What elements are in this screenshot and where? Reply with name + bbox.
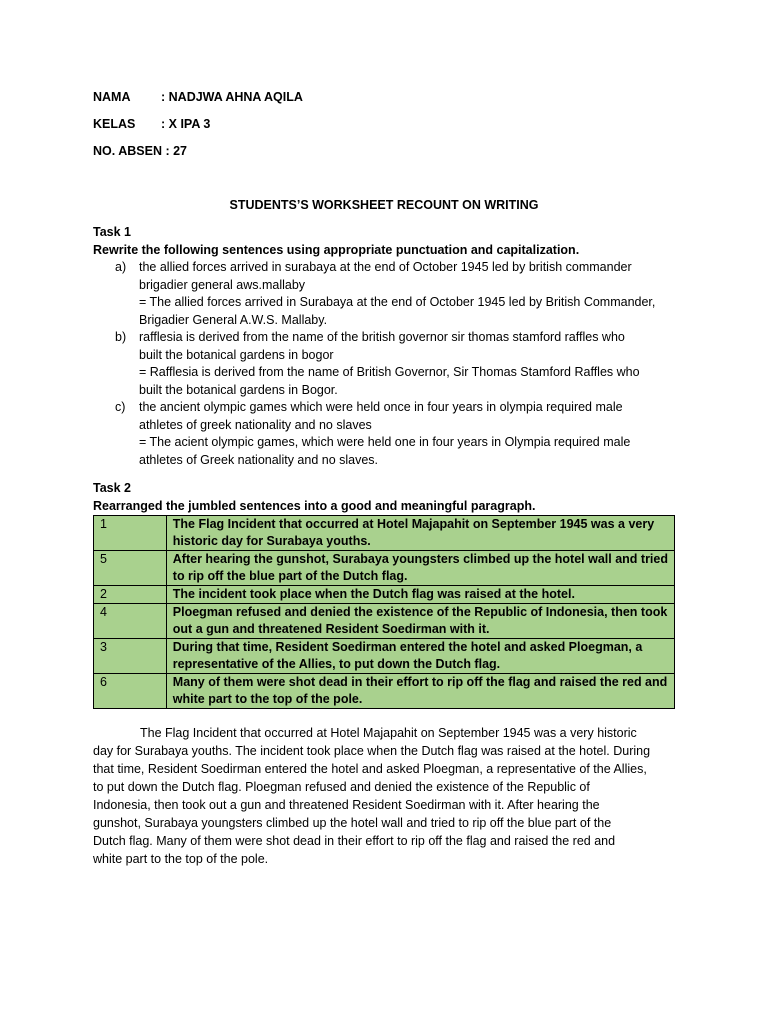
- task-1-item-a: [93, 259, 683, 329]
- row-order-number: 3: [94, 639, 167, 674]
- row-order-number: 6: [94, 674, 167, 709]
- row-sentence: [166, 551, 674, 586]
- task-2-instruction: Rearranged the jumbled sentences into a good and meaningful paragraph.: [93, 498, 536, 513]
- item-marker: b): [115, 330, 127, 344]
- item-answer-line: = Rafflesia is derived from the name of British Governor, Sir Thomas Stamford Raffles who: [139, 365, 640, 379]
- item-answer-line: = The allied forces arrived in Surabaya at the end of October 1945 led by British Commander,: [139, 295, 656, 309]
- item-original-line: brigadier general aws.mallaby: [139, 277, 306, 292]
- name-line: [93, 88, 303, 106]
- task-1-section: [93, 224, 683, 469]
- paragraph-line: The Flag Incident that occurred at Hotel Majapahit on September 1945 was a very historic: [140, 726, 637, 740]
- item-marker: c): [115, 400, 126, 414]
- item-answer-line: built the botanical gardens in Bogor.: [139, 382, 338, 397]
- row-order-number: 2: [94, 586, 167, 604]
- row-sentence: [166, 604, 674, 639]
- item-original-line: the allied forces arrived in surabaya at the end of October 1945 led by british commander: [139, 260, 632, 274]
- class-value: : X IPA 3: [161, 117, 211, 131]
- item-body: [139, 259, 683, 329]
- row-order-number: 4: [94, 604, 167, 639]
- item-answer-line: = The acient olympic games, which were held one in four years in Olympia required male: [139, 435, 631, 449]
- sentence-line: to rip off the blue part of the Dutch flag.: [172, 569, 408, 583]
- row-order-number: 5: [94, 551, 167, 586]
- sentence-line: During that time, Resident Soedirman entered the hotel and asked Ploegman, a: [172, 640, 643, 654]
- arranged-paragraph: [93, 724, 683, 868]
- sentence-line: The Flag Incident that occurred at Hotel Majapahit on September 1945 was a very: [172, 517, 655, 531]
- item-body: [139, 329, 683, 399]
- paragraph-line: day for Surabaya youths. The incident took place when the Dutch flag was raised at the hotel. During: [93, 744, 651, 758]
- absen-label: NO. ABSEN: [93, 144, 162, 158]
- paragraph-line: that time, Resident Soedirman entered the hotel and asked Ploegman, a representative of the Allies,: [93, 762, 647, 776]
- item-original-line: the ancient olympic games which were held once in four years in olympia required male: [139, 400, 623, 414]
- name-value: : NADJWA AHNA AQILA: [161, 90, 303, 104]
- row-sentence: [166, 586, 674, 604]
- task-1-heading: Task 1: [93, 225, 131, 239]
- paragraph-line: to put down the Dutch flag. Ploegman refused and denied the existence of the Republic of: [93, 780, 590, 794]
- absen-line: [93, 142, 303, 160]
- task-1-instruction: Rewrite the following sentences using appropriate punctuation and capitalization.: [93, 242, 580, 257]
- item-original-line: athletes of greek nationality and no slaves: [139, 417, 372, 432]
- sentence-line: The incident took place when the Dutch flag was raised at the hotel.: [172, 587, 575, 601]
- paragraph-line: gunshot, Surabaya youngsters climbed up the hotel wall and tried to rip off the blue part of the: [93, 816, 612, 830]
- sentence-line: out a gun and threatened Resident Soedirman with it.: [172, 622, 490, 636]
- absen-value: : 27: [162, 144, 188, 158]
- name-label: NAMA: [93, 90, 131, 104]
- row-sentence: [166, 674, 674, 709]
- item-answer-line: athletes of Greek nationality and no slaves.: [139, 452, 379, 467]
- item-original-line: built the botanical gardens in bogor: [139, 347, 334, 362]
- task-2-section: [93, 480, 683, 515]
- row-order-number: 1: [94, 516, 167, 551]
- paragraph-line: Indonesia, then took out a gun and threatened Resident Soedirman with it. After hearing the: [93, 798, 600, 812]
- sentence-line: Many of them were shot dead in their effort to rip off the flag and raised the red and: [172, 675, 668, 689]
- table-row: [94, 604, 675, 639]
- sentence-line: Ploegman refused and denied the existence of the Republic of Indonesia, then took: [172, 605, 668, 619]
- sentence-line: white part to the top of the pole.: [172, 692, 363, 706]
- class-line: [93, 115, 303, 133]
- sentence-line: representative of the Allies, to put down the Dutch flag.: [172, 657, 501, 671]
- task-1-item-b: [93, 329, 683, 399]
- row-sentence: [166, 516, 674, 551]
- task-2-heading: Task 2: [93, 481, 131, 495]
- item-body: [139, 399, 683, 469]
- paragraph-line: Dutch flag. Many of them were shot dead in their effort to rip off the flag and raised the red and: [93, 834, 616, 848]
- table-row: [94, 516, 675, 551]
- table-row: [94, 586, 675, 604]
- sentence-line: After hearing the gunshot, Surabaya youngsters climbed up the hotel wall and tried: [172, 552, 668, 566]
- class-label: KELAS: [93, 117, 136, 131]
- table-row: [94, 551, 675, 586]
- task-1-item-c: [93, 399, 683, 469]
- table-row: [94, 639, 675, 674]
- item-original-line: rafflesia is derived from the name of the british governor sir thomas stamford raffles who: [139, 330, 625, 344]
- item-answer-line: Brigadier General A.W.S. Mallaby.: [139, 312, 328, 327]
- jumbled-sentences-table: [93, 515, 675, 709]
- table-row: [94, 674, 675, 709]
- student-info: [93, 88, 303, 169]
- sentence-line: historic day for Surabaya youths.: [172, 534, 371, 548]
- paragraph-line: white part to the top of the pole.: [93, 852, 269, 866]
- row-sentence: [166, 639, 674, 674]
- item-marker: a): [115, 260, 127, 274]
- worksheet-title: STUDENTS’S WORKSHEET RECOUNT ON WRITING: [229, 198, 539, 212]
